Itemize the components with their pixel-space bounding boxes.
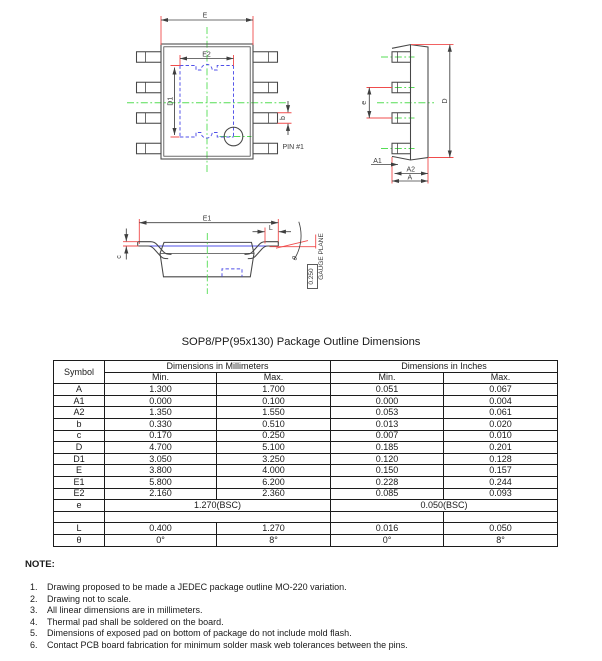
theta-arc (294, 222, 301, 260)
table-row: c 0.170 0.250 0.007 0.010 (54, 430, 558, 442)
dim-label-e: e (361, 100, 368, 105)
header-symbol: Symbol (54, 361, 105, 384)
left-lead-profile (138, 242, 172, 259)
cell-symbol: L (54, 523, 105, 535)
notes-heading: NOTE: (25, 559, 55, 570)
dim-label-E1: E1 (202, 215, 212, 223)
header-in-group: Dimensions in Inches (331, 361, 558, 373)
dim-label-A2: A2 (406, 166, 416, 174)
cell-symbol: E (54, 465, 105, 477)
note-item: 1. Drawing proposed to be made a JEDEC package outline MO-220 variation. (30, 582, 347, 592)
dimensions-table (53, 360, 558, 547)
table-row: E2 2.160 2.360 0.085 0.093 (54, 488, 558, 500)
cell-symbol: E1 (54, 476, 105, 488)
notes-section (25, 559, 585, 652)
table-row-bsc: e 1.270(BSC) 0.050(BSC) (54, 500, 558, 512)
page-title: SOP8/PP(95x130) Package Outline Dimensions (181, 336, 421, 348)
cell-symbol: D1 (54, 453, 105, 465)
table-row: D 4.700 5.100 0.185 0.201 (54, 442, 558, 454)
front-view (116, 215, 325, 294)
table-row: D1 3.050 3.250 0.120 0.128 (54, 453, 558, 465)
dim-label-A: A (407, 174, 413, 182)
table-row: θ 0° 8° 0° 8° (54, 534, 558, 546)
gauge-value-label: 0.250 (307, 268, 315, 285)
dim-label-E: E (202, 12, 208, 20)
cell-symbol: E2 (54, 488, 105, 500)
note-item: 2. Drawing not to scale. (30, 593, 132, 604)
table-row: A1 0.000 0.100 0.000 0.004 (54, 395, 558, 407)
table-row: b 0.330 0.510 0.013 0.020 (54, 418, 558, 430)
table-subheader-row (54, 372, 558, 384)
gauge-plane-label: GAUGE PLANE (317, 233, 325, 280)
note-item: 6. Contact PCB board fabrication for minimum solder mask web tolerances between the pins. (30, 639, 408, 650)
dim-label-c: c (116, 255, 123, 259)
table-row: E1 5.800 6.200 0.228 0.244 (54, 476, 558, 488)
c-extension-lines (123, 242, 139, 246)
cell-symbol: A2 (54, 407, 105, 419)
header-mm-max: Max. (217, 372, 331, 384)
cell-symbol: c (54, 430, 105, 442)
cell-symbol: θ (54, 534, 105, 546)
cell-symbol: D (54, 442, 105, 454)
note-item: 3. All linear dimensions are in millimeters. (30, 605, 203, 616)
dim-label-L: L (268, 224, 273, 232)
table-header-row (54, 361, 558, 373)
header-mm-group: Dimensions in Millimeters (105, 361, 331, 373)
table-row: A 1.300 1.700 0.051 0.067 (54, 384, 558, 396)
dim-label-D1: D1 (167, 96, 175, 106)
cell-symbol: A1 (54, 395, 105, 407)
dim-label-theta: θ (291, 255, 300, 263)
cell-symbol: A (54, 384, 105, 396)
table-row: L 0.400 1.270 0.016 0.050 (54, 523, 558, 535)
dim-label-A1: A1 (373, 157, 382, 165)
dim-label-b: b (280, 116, 288, 120)
right-lead-profile (245, 242, 279, 259)
table-row-empty (54, 511, 558, 523)
cell-symbol: e (54, 500, 105, 512)
package-outline-drawing (0, 0, 602, 330)
note-item: 5. Dimensions of exposed pad on bottom of package do not include mold flash. (30, 628, 352, 639)
side-view (361, 45, 454, 184)
top-view (127, 13, 304, 175)
dim-label-E2: E2 (202, 51, 211, 59)
pin1-label: PIN #1 (282, 143, 304, 151)
header-mm-min: Min. (105, 372, 217, 384)
note-item: 4. Thermal pad shall be soldered on the board. (30, 616, 224, 627)
front-exposed-pad-hidden (222, 269, 242, 277)
table-row: A2 1.350 1.550 0.053 0.061 (54, 407, 558, 419)
header-in-min: Min. (331, 372, 444, 384)
cell-symbol: b (54, 418, 105, 430)
dim-label-D: D (442, 98, 449, 104)
header-in-max: Max. (444, 372, 558, 384)
table-row: E 3.800 4.000 0.150 0.157 (54, 465, 558, 477)
notes-list (25, 582, 585, 652)
